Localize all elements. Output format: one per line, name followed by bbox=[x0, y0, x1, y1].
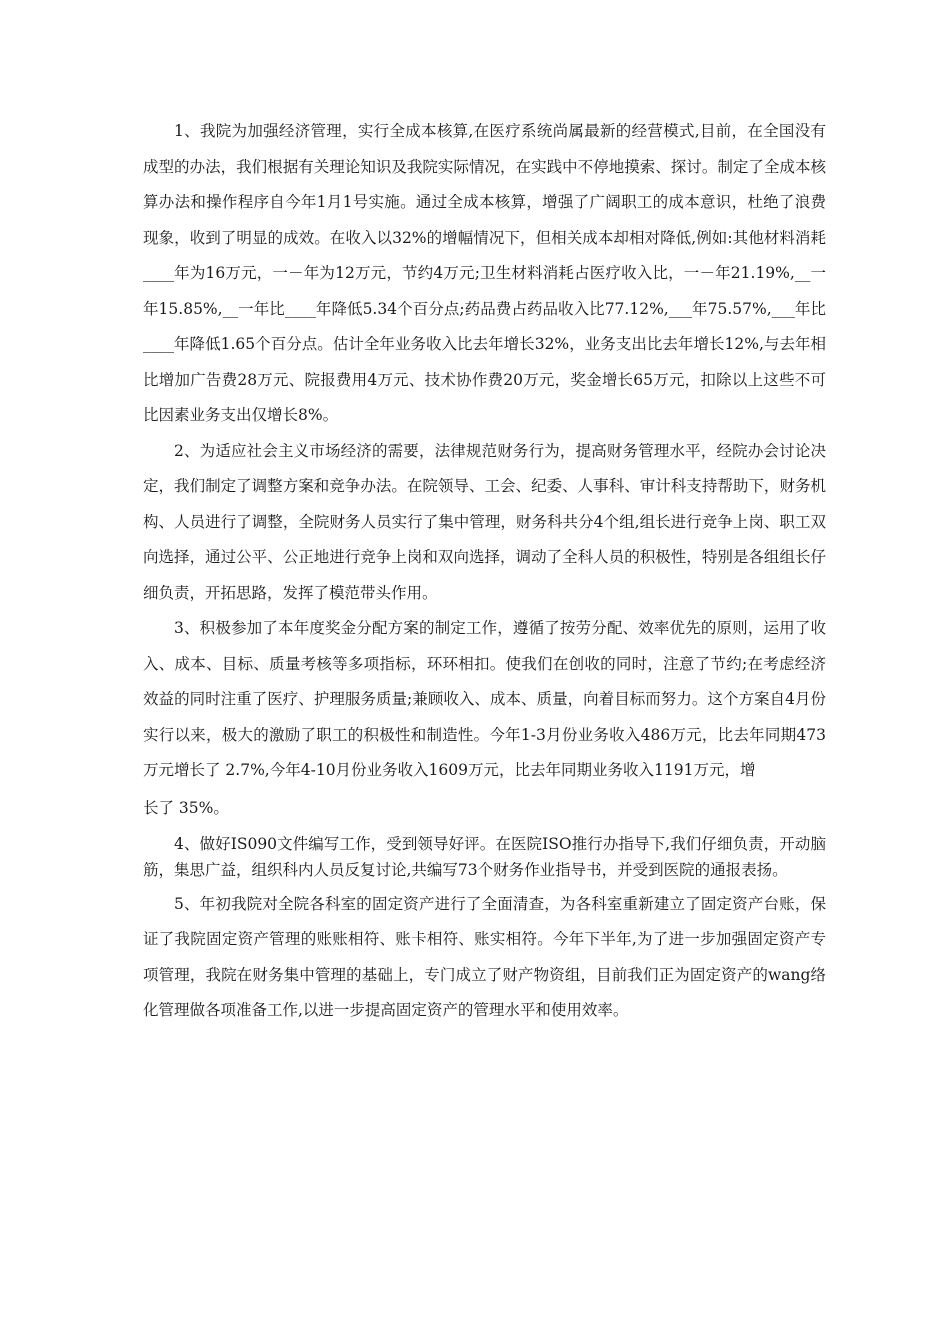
paragraph-1: 1、我院为加强经济管理，实行全成本核算,在医疗系统尚属最新的经营模式,目前，在全国没有成型的办法，我们根据有关理论知识及我院实际情况，在实践中不停地摸索、探讨。制定了全成本核算办法和操作程序自今年1月1号实施。通过全成本核算，增强了广阔职工的成本意识，杜绝了浪费现象，收到了明显的成效。在收入以32%的增幅情况下，但相关成本却相对降低,例如:其他材料消耗____年为16万元，一－年为12万元，节约4万元;卫生材料消耗占医疗收入比，一－年21.19%,__一年15.85%,__一年比____年降低5.34个百分点;药品费占药品收入比77.12%,___年75.57%,___年比____年降低1.65个百分点。估计全年业务收入比去年增长32%，业务支出比去年增长12%,与去年相比增加广告费28万元、院报费用4万元、技术协作费20万元，奖金增长65万元，扣除以上这些不可比因素业务支出仅增长8%。 bbox=[143, 122, 826, 424]
paragraph-3: 3、积极参加了本年度奖金分配方案的制定工作，遵循了按劳分配、效率优先的原则，运用了收入、成本、目标、质量考核等多项指标，环环相扣。使我们在创收的同时，注意了节约;在考虑经济效益的同时注重了医疗、护理服务质量;兼顾收入、成本、质量，向着目标而努力。这个方案自4月份实行以来，极大的激励了职工的积极性和制造性。今年1-3月份业务收入486万元，比去年同期473万元增长了 2.7%,今年4-10月份业务收入1609万元，比去年同期业务收入1191万元，增 bbox=[143, 619, 826, 779]
document-body bbox=[143, 114, 826, 1029]
paragraph-2: 2、为适应社会主义市场经济的需要，法律规范财务行为，提高财务管理水平，经院办会讨论决定，我们制定了调整方案和竞争办法。在院领导、工会、纪委、人事科、审计科支持帮助下，财务机构、人员进行了调整，全院财务人员实行了集中管理，财务科共分4个组,组长进行竞争上岗、职工双向选择，通过公平、公正地进行竞争上岗和双向选择，调动了全科人员的积极性，特别是各组组长仔细负责，开拓思路，发挥了模范带头作用。 bbox=[143, 441, 826, 602]
paragraph-5: 5、年初我院对全院各科室的固定资产进行了全面清查，为各科室重新建立了固定资产台账，保证了我院固定资产管理的账账相符、账卡相符、账实相符。今年下半年,为了进一步加强固定资产专项管理，我院在财务集中管理的基础上，专门成立了财产物资组，目前我们正为固定资产的wang络化管理做各项准备工作,以进一步提高固定资产的管理水平和使用效率。 bbox=[143, 894, 826, 1019]
paragraph-3-continuation: 长了 35%。 bbox=[143, 798, 229, 817]
paragraph-4: 4、做好IS090文件编写工作，受到领导好评。在医院ISO推行办指导下,我们仔细负责，开动脑筋，集思广益，组织科内人员反复讨论,共编写73个财务作业指导书，并受到医院的通报表扬。 bbox=[143, 834, 826, 879]
